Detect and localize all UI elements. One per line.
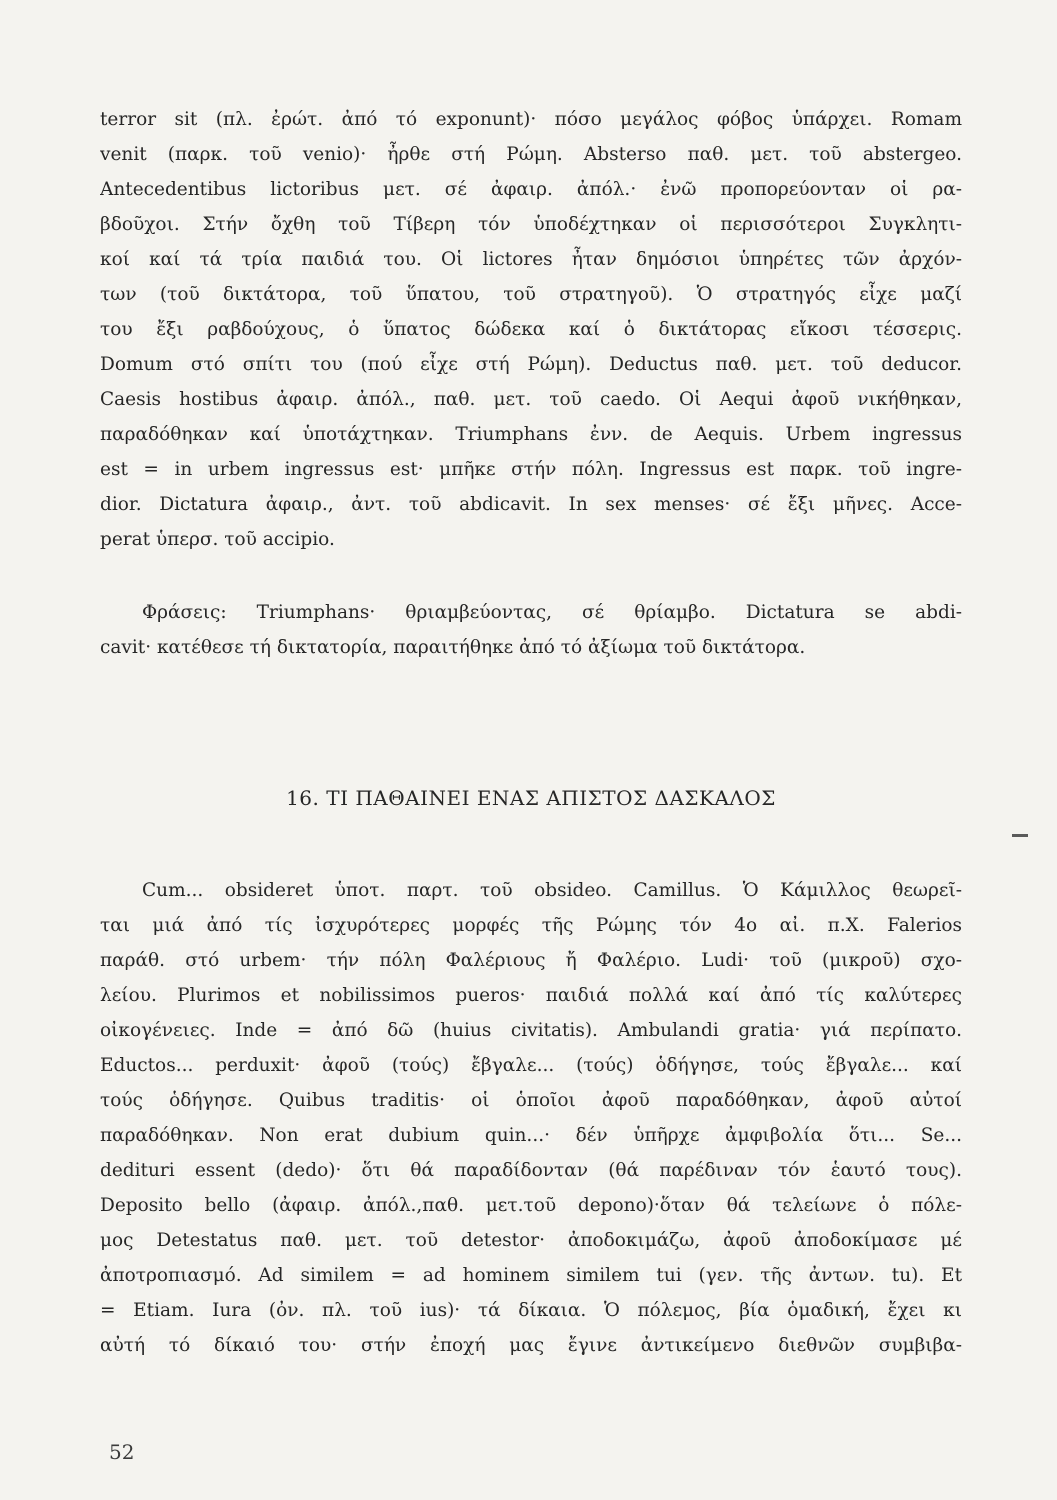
text-line: Eductos... perduxit· ἀφοῦ (τούς) ἔβγαλε... (τούς) ὁδήγησε, τούς ἔβγαλε... καί [100, 1055, 962, 1076]
text-line: παράθ. στό urbem· τήν πόλη Φαλέριους ἤ Φαλέριο. Ludi· τοῦ (μικροῦ) σχο- [100, 950, 962, 971]
text-line: του ἔξι ραβδούχους, ὁ ὕπατος δώδεκα καί ὁ δικτάτορας εἴκοσι τέσσερις. [100, 319, 962, 340]
text-line: τούς ὁδήγησε. Quibus traditis· οἱ ὁποῖοι ἀφοῦ παραδόθηκαν, ἀφοῦ αὐτοί [100, 1090, 962, 1111]
text-line: κοί καί τά τρία παιδιά του. Οἱ lictores ἦταν δημόσιοι ὑπηρέτες τῶν ἀρχόν- [100, 249, 962, 270]
paragraph-commentary-16 [100, 873, 962, 1363]
text-line: βδοῦχοι. Στήν ὄχθη τοῦ Τίβερη τόν ὑποδέχτηκαν οἱ περισσότεροι Συγκλητι- [100, 214, 962, 235]
text-line: Φράσεις: Triumphans· θριαμβεύοντας, σέ θρίαμβο. Dictatura se abdi- [142, 602, 962, 623]
margin-dash [1012, 834, 1028, 837]
text-line: dedituri essent (dedo)· ὅτι θά παραδίδονταν (θά παρέδιναν τόν ἑαυτό τους). [100, 1160, 962, 1181]
text-line: ἀποτροπιασμό. Ad similem = ad hominem similem tui (γεν. τῆς ἀντων. tu). Et [100, 1265, 962, 1286]
text-line: λείου. Plurimos et nobilissimos pueros· παιδιά πολλά καί ἀπό τίς καλύτερες [100, 985, 962, 1006]
text-line: Antecedentibus lictoribus μετ. σέ ἀφαιρ. ἀπόλ.· ἐνῶ προπορεύονταν οἱ ρα- [100, 179, 962, 200]
section-heading: 16. ΤΙ ΠΑΘΑΙΝΕΙ ΕΝΑΣ ΑΠΙΣΤΟΣ ΔΑΣΚΑΛΟΣ [286, 786, 776, 810]
paragraph-commentary-1 [100, 102, 962, 557]
page-number: 52 [109, 1440, 135, 1464]
text-line: terror sit (πλ. ἐρώτ. ἀπό τό exponunt)· πόσο μεγάλος φόβος ὑπάρχει. Romam [100, 109, 962, 130]
paragraph-phrases [100, 595, 962, 665]
text-line: των (τοῦ δικτάτορα, τοῦ ὕπατου, τοῦ στρατηγοῦ). Ὁ στρατηγός εἶχε μαζί [100, 284, 962, 305]
text-line: παραδόθηκαν. Non erat dubium quin...· δέν ὑπῆρχε ἀμφιβολία ὅτι... Se... [100, 1125, 962, 1146]
text-line: αὐτή τό δίκαιό του· στήν ἐποχή μας ἔγινε ἀντικείμενο διεθνῶν συμβιβα- [100, 1335, 962, 1356]
text-line: οἰκογένειες. Inde = ἀπό δῶ (huius civitatis). Ambulandi gratia· γιά περίπατο. [100, 1020, 962, 1041]
text-line: perat ὑπερσ. τοῦ accipio. [100, 529, 335, 550]
text-line: Caesis hostibus ἀφαιρ. ἀπόλ., παθ. μετ. τοῦ caedo. Οἱ Aequi ἀφοῦ νικήθηκαν, [100, 389, 962, 410]
text-line: venit (παρκ. τοῦ venio)· ἦρθε στή Ρώμη. Absterso παθ. μετ. τοῦ abstergeo. [100, 144, 962, 165]
text-line: cavit· κατέθεσε τή δικτατορία, παραιτήθηκε ἀπό τό ἀξίωμα τοῦ δικτάτορα. [100, 637, 806, 658]
text-line: μος Detestatus παθ. μετ. τοῦ detestor· ἀποδοκιμάζω, ἀφοῦ ἀποδοκίμασε μέ [100, 1230, 962, 1251]
text-line: = Etiam. Iura (ὀν. πλ. τοῦ ius)· τά δίκαια. Ὁ πόλεμος, βία ὁμαδική, ἔχει κι [100, 1300, 962, 1321]
text-line: est = in urbem ingressus est· μπῆκε στήν πόλη. Ingressus est παρκ. τοῦ ingre- [100, 459, 962, 480]
text-line: ται μιά ἀπό τίς ἰσχυρότερες μορφές τῆς Ρώμης τόν 4ο αἰ. π.Χ. Falerios [100, 915, 962, 936]
text-line: Deposito bello (ἀφαιρ. ἀπόλ.,παθ. μετ.τοῦ depono)·ὅταν θά τελείωνε ὁ πόλε- [100, 1195, 962, 1216]
text-line: Cum... obsideret ὑποτ. παρτ. τοῦ obsideo. Camillus. Ὁ Κάμιλλος θεωρεῖ- [142, 880, 962, 901]
text-line: Domum στό σπίτι του (πού εἶχε στή Ρώμη). Deductus παθ. μετ. τοῦ deducor. [100, 354, 962, 375]
text-line: dior. Dictatura ἀφαιρ., ἀντ. τοῦ abdicavit. In sex menses· σέ ἔξι μῆνες. Acce- [100, 494, 962, 515]
text-line: παραδόθηκαν καί ὑποτάχτηκαν. Triumphans ἐνν. de Aequis. Urbem ingressus [100, 424, 962, 445]
